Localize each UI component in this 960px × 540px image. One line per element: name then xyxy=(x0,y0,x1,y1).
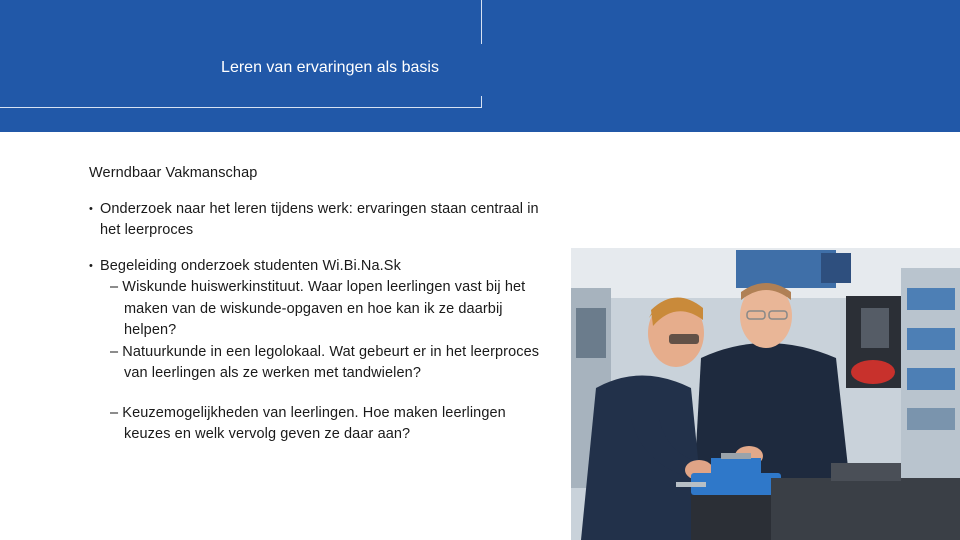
workshop-photo-illustration xyxy=(571,248,960,540)
slide-content xyxy=(89,163,549,460)
slide-title: Leren van ervaringen als basis xyxy=(221,59,439,76)
bullet-item xyxy=(89,256,549,446)
bullet-text: Begeleiding onderzoek studenten Wi.Bi.Na.Sk xyxy=(100,257,401,274)
bullet-item xyxy=(89,199,549,242)
bullet-icon: • xyxy=(89,259,93,272)
bullet-text: Onderzoek naar het leren tijdens werk: ervaringen staan centraal in het leerproces xyxy=(100,200,539,238)
title-frame xyxy=(0,0,482,108)
sub-item: – Keuzemogelijkheden van leerlingen. Hoe maken leerlingen keuzes en welk vervolg geven ze daar aan? xyxy=(110,404,506,442)
sub-item: – Wiskunde huiswerkinstituut. Waar lopen leerlingen vast bij het maken van de wiskunde-opgaven en hoe kan ik ze daarbij helpen? xyxy=(110,279,526,338)
subheading: Werndbaar Vakmanschap xyxy=(89,165,258,181)
sub-item: – Natuurkunde in een legolokaal. Wat gebeurt er in het leerproces van leerlingen als ze werken met tandwielen? xyxy=(110,343,540,381)
bullet-icon: • xyxy=(89,202,93,215)
workshop-photo xyxy=(571,248,960,540)
header-band xyxy=(0,0,960,132)
